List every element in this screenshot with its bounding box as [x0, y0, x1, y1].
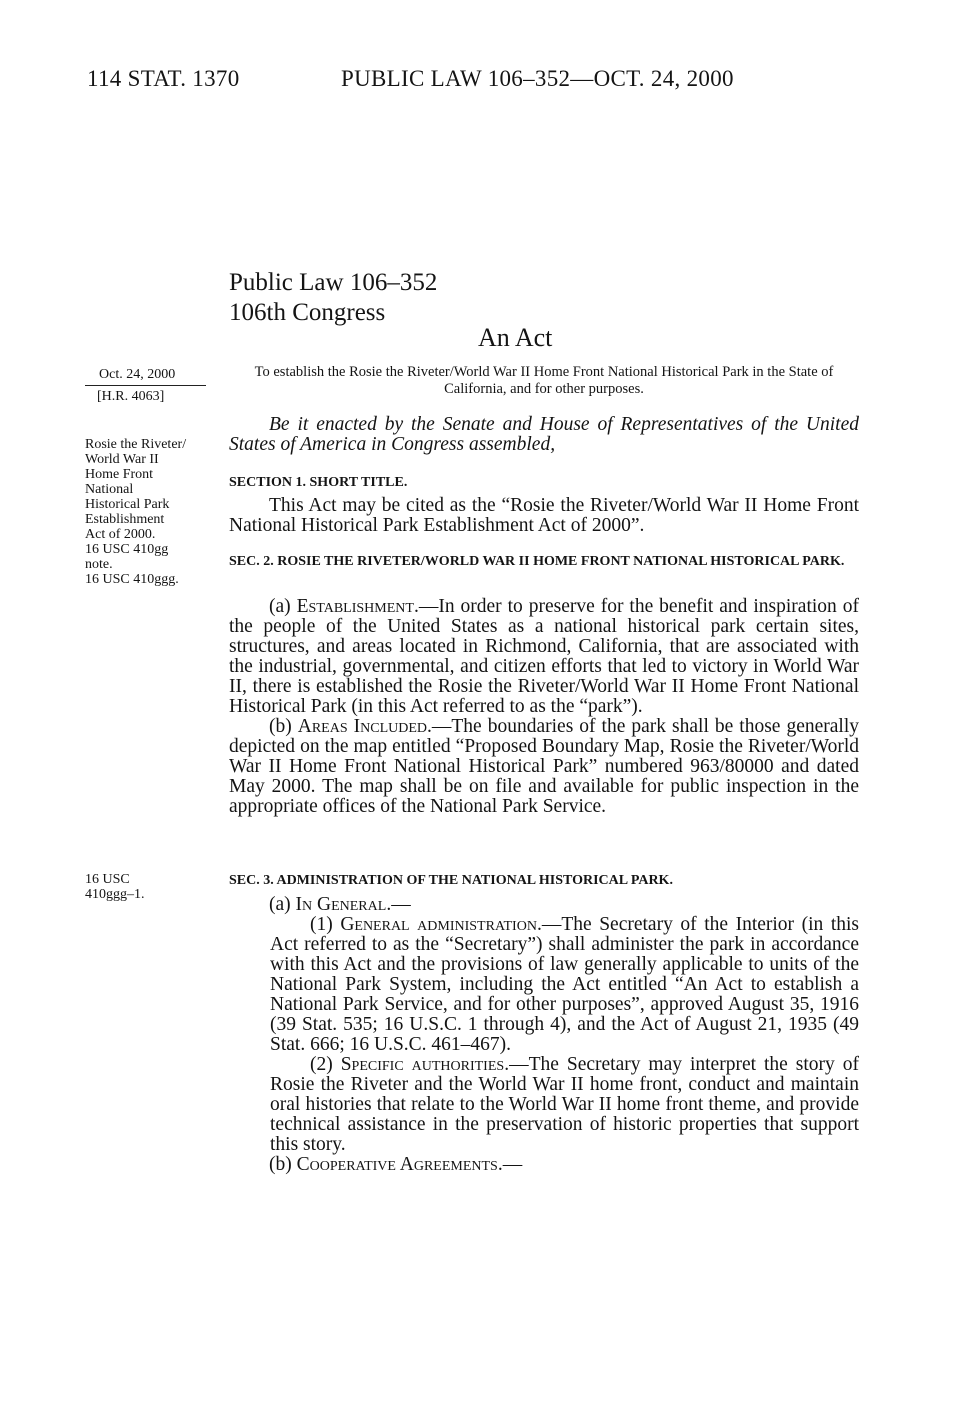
section1-text: This Act may be cited as the “Rosie the Riveter/World War II Home Front National Historical Park Establishment Act of 2000”.	[229, 495, 859, 536]
section3-a-caption: In General	[295, 894, 387, 915]
running-head-title: PUBLIC LAW 106–352—OCT. 24, 2000	[341, 66, 734, 91]
section2-b-label: (b)	[269, 716, 298, 737]
section3-paragraph-1	[270, 915, 859, 1055]
section3-b-suffix: .—	[497, 1154, 523, 1175]
section3-p2-text: .—The Secretary may interpret the story of Rosie the Riveter and the World War II home front, conduct and maintain oral histories that relate to the World War II home front theme, and provide technical assistance in the preservation of historic properties that support this story.	[270, 1054, 859, 1155]
margin-short-title-line: Rosie the Riveter/	[85, 437, 187, 452]
margin-date: Oct. 24, 2000	[85, 367, 206, 386]
title-block	[229, 268, 437, 328]
margin-bill: [H.R. 4063]	[97, 389, 165, 404]
margin-usc-sec2: 16 USC 410ggg.	[85, 572, 179, 587]
margin-short-title-line: Establishment	[85, 512, 165, 527]
section1-heading: SECTION 1. SHORT TITLE.	[229, 475, 408, 490]
section3-p1-text: .—The Secretary of the Interior (in this Act referred to as the “Secretary”) shall administer the park in accordance with this Act and the provisions of law generally applicable to units of the National Park System, including the Act entitled “An Act to establish a National Park Service, and for other purposes”, approved August 35, 1916 (39 Stat. 535; 16 U.S.C. 1 through 4), and the Act of August 21, 1935 (49 Stat. 666; 16 U.S.C. 461–467).	[270, 914, 860, 1055]
margin-short-title-line: Historical Park	[85, 497, 170, 512]
margin-usc-sec3-line: 410ggg–1.	[85, 887, 145, 902]
section3-paragraph-2	[270, 1055, 859, 1155]
margin-usc-note: 16 USC 410gg	[85, 542, 169, 557]
section3-subsection-a	[229, 895, 859, 915]
section2-b-text: .—The boundaries of the park shall be those generally depicted on the map entitled “Proposed Boundary Map, Rosie the Riveter/World War II Home Front National Historical Park” numbered 963/80000 and dated May 2000. The map shall be on file and available for public inspection in the appropriate offices of the National Park Service.	[229, 716, 859, 817]
section2-subsection-b	[229, 717, 859, 817]
section3-a-label: (a)	[269, 894, 296, 915]
purpose-statement: To establish the Rosie the Riveter/World War II Home Front National Historical Park in the State of California, and for other purposes.	[254, 364, 834, 397]
section2-a-caption: Establishment	[296, 596, 414, 617]
section3-body	[229, 895, 859, 1175]
margin-short-title-line: World War II	[85, 452, 159, 467]
margin-date-block	[85, 367, 215, 404]
section3-p1-label: (1)	[310, 914, 341, 935]
section2-a-text: .—In order to preserve for the benefit and inspiration of the people of the United States as a national historical park certain sites, structures, and areas located in Richmond, California, that are associated with the industrial, governmental, and citizen efforts that led to victory in World War II, there is established the Rosie the Riveter/World War II Home Front National Historical Park (in this Act referred to as the “park”).	[229, 596, 859, 717]
section2-heading: SEC. 2. ROSIE THE RIVETER/WORLD WAR II HOME FRONT NATIONAL HISTORICAL PARK.	[229, 554, 845, 569]
section3-heading: SEC. 3. ADMINISTRATION OF THE NATIONAL HISTORICAL PARK.	[229, 873, 673, 888]
margin-short-title-line: Act of 2000.	[85, 527, 156, 542]
enacting-clause-block	[229, 415, 859, 455]
page-citation: 114 STAT. 1370	[87, 66, 240, 91]
margin-usc-note: note.	[85, 557, 113, 572]
section2-a-label: (a)	[269, 596, 297, 617]
margin-short-title-line: Home Front	[85, 467, 154, 482]
section3-p2-caption: Specific authorities	[340, 1054, 505, 1075]
section3-b-label: (b)	[269, 1154, 297, 1175]
enacting-clause: Be it enacted by the Senate and House of Representatives of the United States of America in Congress assembled,	[229, 414, 859, 455]
section1-body	[229, 496, 859, 536]
section3-a-suffix: .—	[386, 894, 411, 915]
section3-p2-label: (2)	[310, 1054, 341, 1075]
margin-usc-sec3-line: 16 USC	[85, 872, 130, 887]
section2-subsection-a	[229, 597, 859, 717]
section3-b-caption: Cooperative Agreements	[296, 1154, 498, 1175]
margin-short-title-line: National	[85, 482, 134, 497]
section2-body	[229, 597, 859, 817]
an-act-heading: An Act	[478, 323, 553, 352]
law-number: Public Law 106–352	[229, 269, 438, 296]
margin-short-title	[85, 437, 215, 587]
margin-usc-sec3	[85, 872, 215, 902]
section3-p1-caption: General administration	[340, 914, 537, 935]
section3-subsection-b	[229, 1155, 859, 1175]
section3-paragraphs	[229, 915, 859, 1155]
section2-b-caption: Areas Included	[297, 716, 428, 737]
congress: 106th Congress	[229, 299, 386, 326]
